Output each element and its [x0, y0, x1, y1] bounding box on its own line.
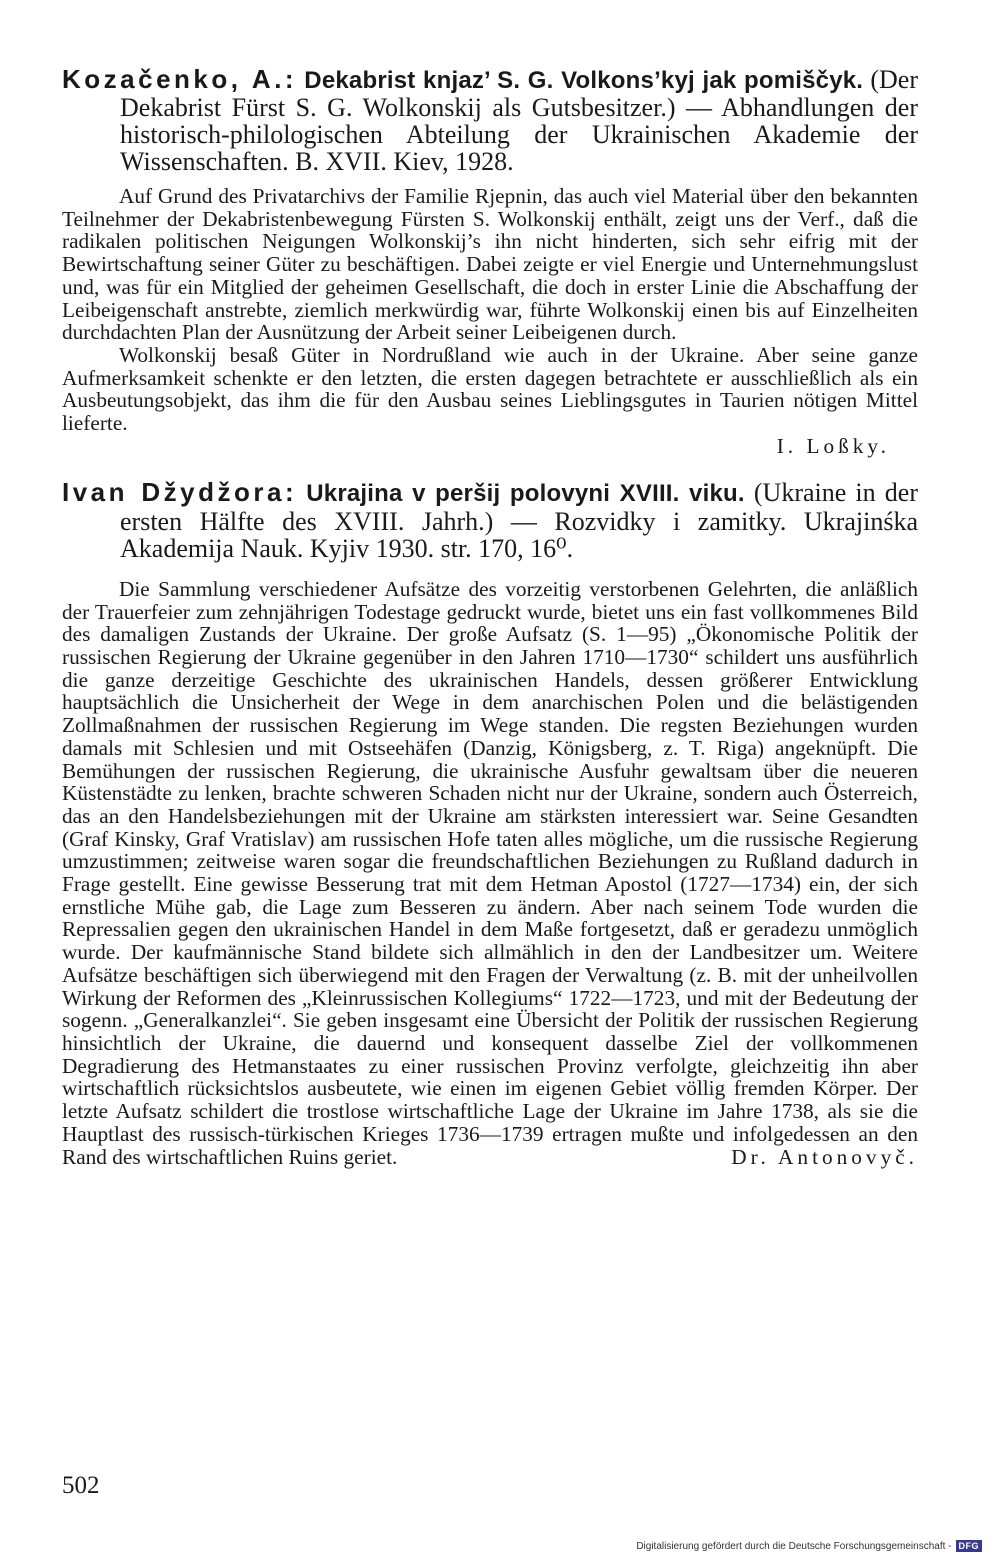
entry-body: [62, 185, 918, 457]
entry-author: Ivan Džydžora:: [62, 477, 298, 508]
page-content: [62, 66, 918, 1168]
reviewer-signature: Dr. Antonovyč.: [731, 1144, 918, 1169]
footer-text: Digitalisierung gefördert durch die Deutsche Forschungsgemeinschaft -: [636, 1540, 952, 1552]
review-entry: [62, 66, 918, 457]
body-paragraph: [62, 578, 918, 1168]
entry-citation: (Der Dekabrist Fürst S. G. Wolkonskij als Gutsbesitzer.) — Abhandlungen der historisch-philologischen Abteilung der Ukrainischen Akademie der Wissenschaften. B. XVII. Kiev, 1928.: [120, 65, 919, 176]
body-paragraph: Wolkonskij besaß Güter in Nordrußland wie auch in der Ukraine. Aber seine ganze Aufmerksamkeit schenkte er den letzten, die ersten dagegen betrachtete er ausschließlich als ein Ausbeutungsobjekt, das ihm die für den Ausbau seines Lieblingsgutes in Taurien nötigen Mittel lieferte.: [62, 342, 918, 436]
entry-heading: [62, 479, 918, 563]
body-paragraph: Auf Grund des Privatarchivs der Familie Rjepnin, das auch viel Material über den bekannten Teilnehmer der Dekabristenbewegung Fürsten S. Wolkonskij enthält, zeigt uns der Verf., daß die radikalen politischen Neigungen Wolkonskij’s ihn nicht hinderten, sich sehr eifrig mit der Bewirtschaftung seiner Güter zu beschäftigen. Dabei zeigte er viel Energie und Unternehmungslust und, was für ein Mitglied der geheimen Gesellschaft, die doch in erster Linie die Abschaffung der Leibeigenschaft anstrebte, ziemlich merkwürdig war, führte Wolkonskij einen bis auf Einzelheiten durchdachten Plan der Ausnützung der Arbeit seiner Leibeigenen durch.: [62, 184, 918, 345]
reviewer-signature: I. Loßky.: [776, 433, 890, 458]
review-entry: [62, 479, 918, 1168]
body-paragraph-text: Die Sammlung verschiedener Aufsätze des vorzeitig verstorbenen Gelehrten, die anläßlich der Trauerfeier zum zehnjährigen Todestage gedruckt wurde, bietet uns ein fast vollkommenes Bild des damaligen Zustands der Ukraine. Der große Aufsatz (S. 1—95) „Ökonomische Politik der russischen Regierung der Ukraine gegenüber in den Jahren 1710—1730“ schildert uns ausführlich die ganze derzeitige Geschichte des ukrainischen Handels, dessen größerer Entwicklung hauptsächlich die Unsicherheit der Wege in dem anarchischen Polen und die belästigenden Zollmaßnahmen der russischen Regierung im Wege standen. Die regsten Beziehungen wurden damals mit Schlesien und mit Ostseehäfen (Danzig, Königsberg, z. T. Riga) angeknüpft. Die Bemühungen der russischen Regierung, die ukrainische Ausfuhr gewaltsam über die neueren Küstenstädte zu lenken, brachte schweren Schaden nicht nur der Ukraine, sondern auch Österreich, das an den Handelsbeziehungen mit der Ukraine am stärksten interessiert war. Seine Gesandten (Graf Kinsky, Graf Vratislav) am russischen Hofe taten alles mögliche, um die russische Regierung umzustimmen; zeitweise waren sogar die freundschaftlichen Beziehungen zu Rußland dadurch in Frage gestellt. Eine gewisse Besserung trat mit dem Hetman Apostol (1727—1734) ein, der sich ernstliche Mühe gab, die Lage zum Besseren zu ändern. Aber nach seinem Tode wurden die Repressalien gegen den ukrainischen Handel in dem Maße fortgesetzt, daß er geradezu unmöglich wurde. Der kaufmännische Stand bildete sich allmählich in den der Landbesitzer um. Weitere Aufsätze beschäftigen sich überwiegend mit den Fragen der Verwaltung (z. B. mit der unheilvollen Wirkung der Reformen des „Kleinrussischen Kollegiums“ 1722—1723, und mit der Bedeutung der sogenn. „Generalkanzlei“. Sie geben insgesamt eine Übersicht der Politik der russischen Regierung hinsichtlich der Ukraine, die dauernd und konsequent dasselbe Ziel der vollkommenen Degradierung des Hetmanstaates zu einer russischen Provinz verfolgte, gleichzeitig ihn aber wirtschaftlich rücksichtslos ausbeutete, wie einen im eigenen Gebiet völlig fremden Körper. Der letzte Aufsatz schildert die trostlose wirtschaftliche Lage der Ukraine im Jahre 1738, als sie die Hauptlast des russisch-türkischen Krieges 1736—1739 ertragen mußte und infolgedessen an den Rand des wirtschaftlichen Ruins geriet.: [62, 576, 918, 1169]
entry-author: Kozačenko, A.:: [62, 64, 298, 94]
entry-title: Ukrajina v peršij polovyni XVIII. viku.: [306, 480, 745, 508]
digitization-footer: [636, 1540, 982, 1552]
entry-citation: (Ukraine in der ersten Hälfte des XVIII. Jahrh.) — Rozvidky i zamitky. Ukrajinśka Akademija Nauk. Kyjiv 1930. str. 170, 16⁰.: [120, 478, 918, 564]
dfg-logo: DFG: [956, 1540, 983, 1552]
entry-body: [62, 578, 918, 1168]
entry-title: Dekabrist knjaz’ S. G. Volkons’kyj jak pomiščyk.: [304, 67, 864, 94]
entry-heading: [62, 66, 918, 175]
page-number: 502: [62, 1472, 100, 1499]
